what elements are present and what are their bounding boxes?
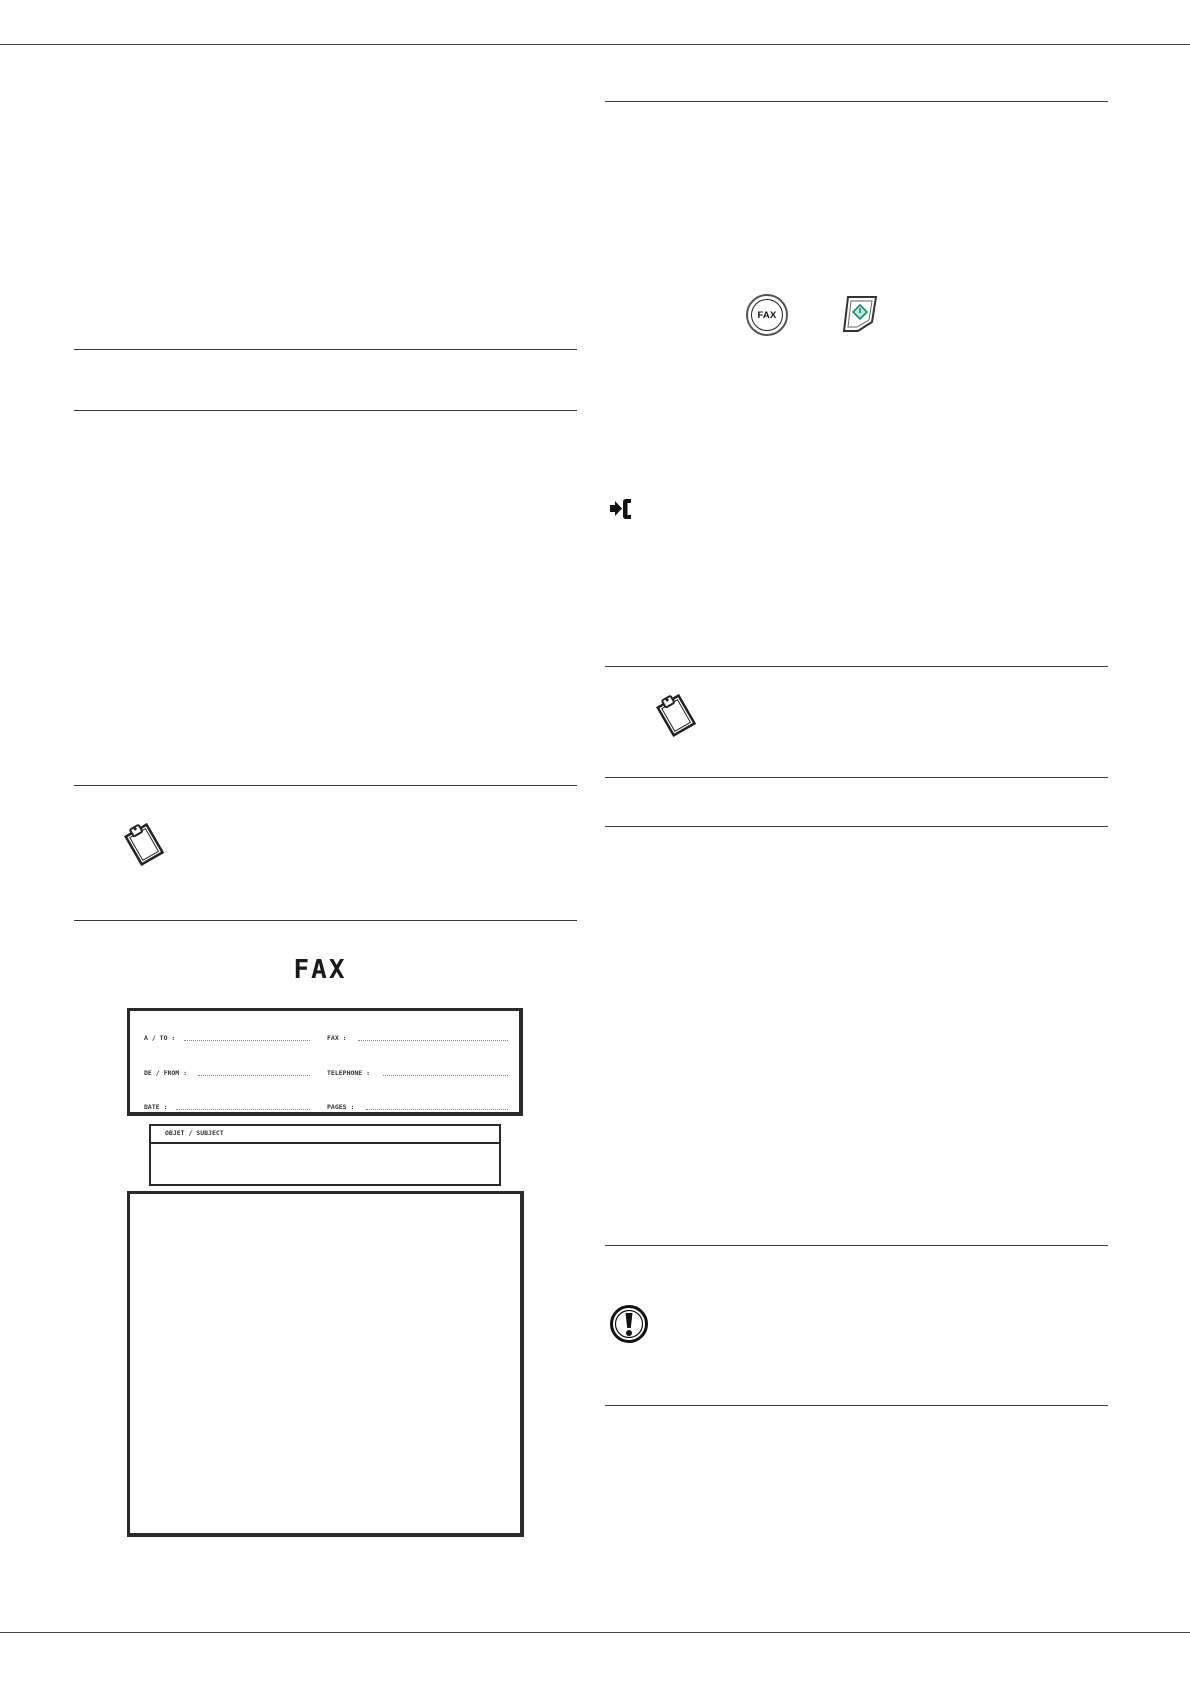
warning-top-rule bbox=[605, 1245, 1108, 1246]
start-button-icon bbox=[840, 294, 880, 334]
fax-field-from: DE / FROM : bbox=[144, 1069, 188, 1077]
phone-arrow-icon bbox=[609, 496, 635, 522]
warning-bottom-rule bbox=[605, 1405, 1108, 1406]
fax-subject-box bbox=[149, 1124, 501, 1186]
section-rule bbox=[74, 349, 577, 350]
section-rule bbox=[605, 826, 1108, 827]
fax-header-box bbox=[127, 1008, 523, 1116]
section-rule bbox=[605, 101, 1108, 102]
fax-field-line bbox=[358, 1040, 508, 1041]
fax-sheet-title: FAX bbox=[293, 955, 347, 985]
fax-field-line bbox=[383, 1075, 508, 1076]
fax-button-icon bbox=[746, 294, 788, 336]
note-bottom-rule bbox=[74, 920, 577, 921]
fax-subject-header bbox=[151, 1126, 499, 1144]
fax-field-fax: FAX : bbox=[327, 1034, 347, 1042]
note-clipboard-icon bbox=[652, 693, 702, 737]
fax-button-label: FAX bbox=[751, 299, 783, 331]
fax-field-to: A / TO : bbox=[144, 1034, 176, 1042]
fax-field-line bbox=[184, 1040, 310, 1041]
page-top-rule bbox=[0, 44, 1190, 45]
note-clipboard-icon bbox=[120, 822, 170, 866]
fax-field-line bbox=[198, 1075, 310, 1076]
fax-subject-label: OBJET / SUBJECT bbox=[165, 1129, 224, 1137]
fax-field-telephone: TELEPHONE : bbox=[327, 1069, 371, 1077]
note-top-rule bbox=[605, 666, 1108, 667]
section-rule bbox=[74, 410, 577, 411]
fax-field-date: DATE : bbox=[144, 1103, 168, 1111]
page-bottom-rule bbox=[0, 1632, 1190, 1633]
fax-field-line bbox=[366, 1109, 508, 1110]
warning-icon bbox=[609, 1304, 649, 1344]
note-top-rule bbox=[74, 785, 577, 786]
fax-field-line bbox=[176, 1109, 310, 1110]
fax-field-pages: PAGES : bbox=[327, 1103, 355, 1111]
fax-body-box bbox=[127, 1191, 524, 1537]
note-bottom-rule bbox=[605, 777, 1108, 778]
